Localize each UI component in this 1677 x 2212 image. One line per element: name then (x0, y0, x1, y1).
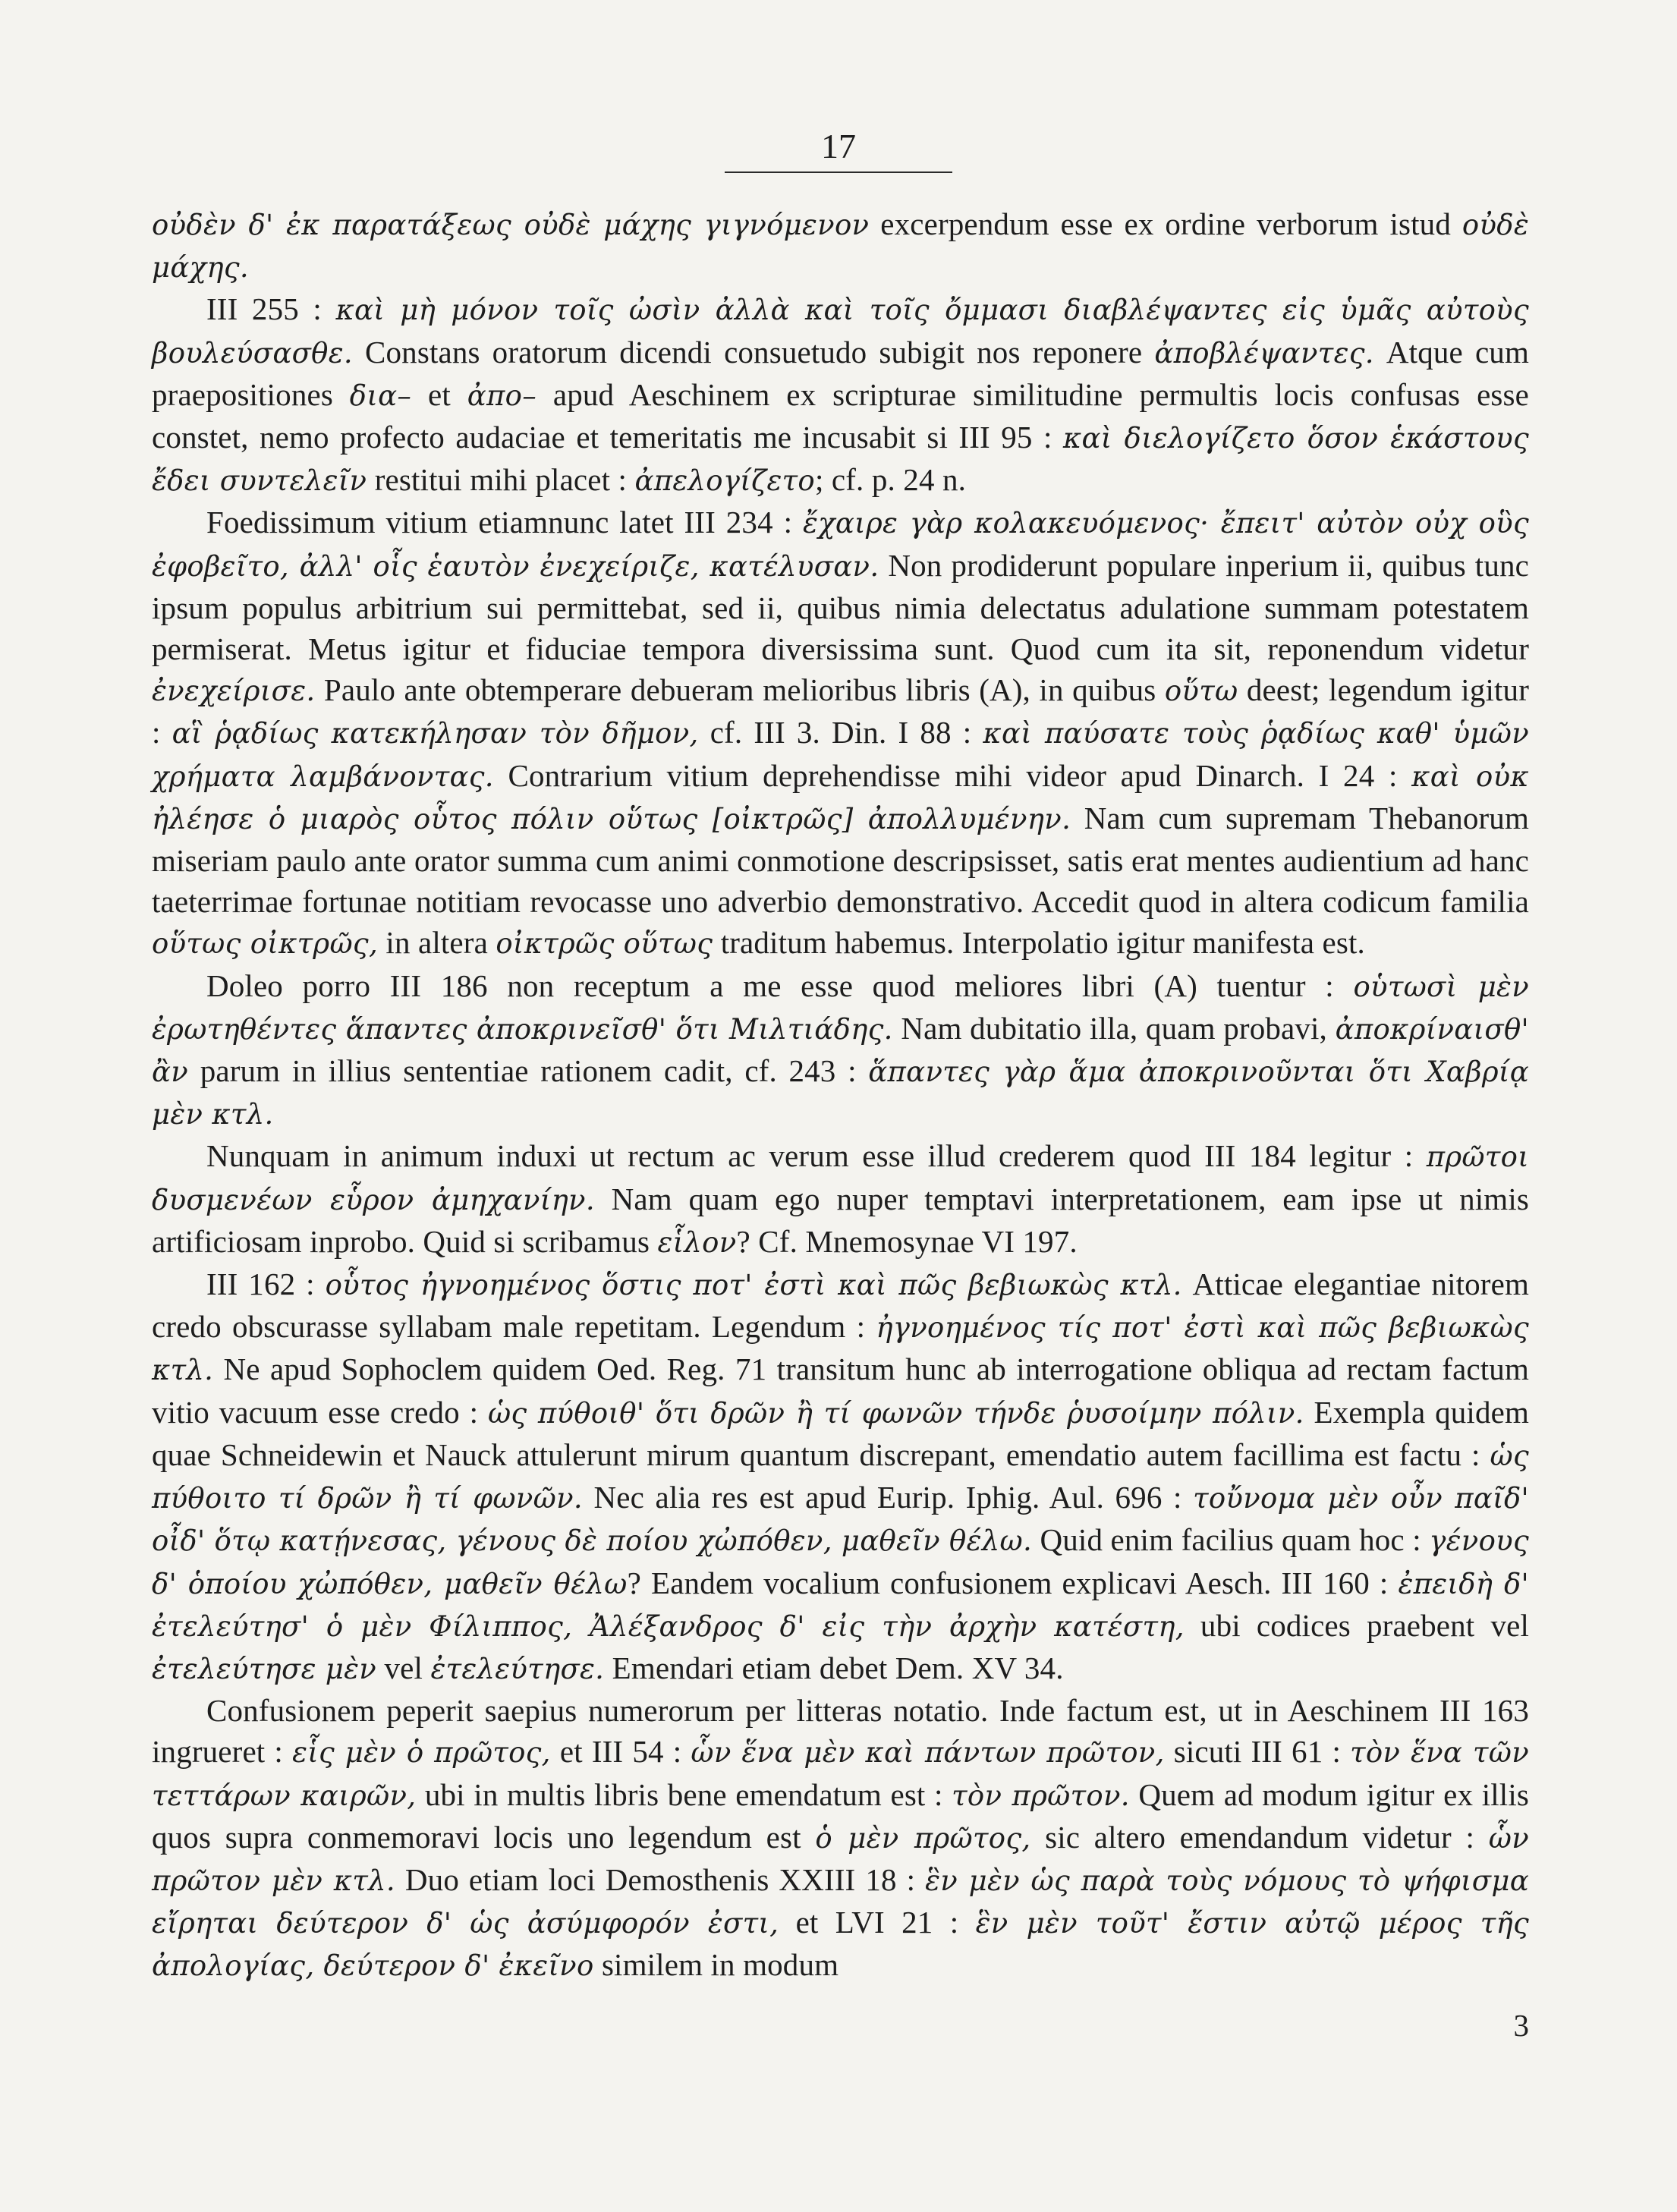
greek-quotation: ἐνεχείρισε. (152, 675, 316, 708)
latin-text: Nec alia res est apud Eurip. Iphig. Aul. 696 : (582, 1480, 1194, 1515)
greek-quotation: οὗτος ἠγνοημένος ὅστις ποτ' ἐστὶ καὶ πῶς βεβιωκὼς κτλ. (325, 1269, 1182, 1302)
greek-quotation: ὡς πύθοιτο τί δρῶν ἢ τί φωνῶν. (152, 1439, 1529, 1515)
latin-text: cf. III 3. Din. I 88 : (698, 715, 983, 750)
greek-quotation: ἀποκρίναισθ' ἂν (152, 1012, 1530, 1089)
greek-quotation: οὐδὲ μάχης. (152, 209, 1529, 285)
greek-quotation: τὸν ἕνα τῶν τεττάρων καιρῶν, (152, 1736, 1529, 1812)
latin-text: III 255 : (206, 291, 336, 327)
latin-text: Quem ad modum igitur ex illis quos supra conmemoravi locis uno legendum est (152, 1776, 1529, 1855)
latin-text: Exempla quidem quae Schneidewin et Nauck attulerunt mirum quantum discrepant, emendatio autem facillima est factu : (152, 1394, 1530, 1472)
latin-text: traditum habemus. Interpolatio igitur manifesta est. (713, 925, 1365, 961)
greek-quotation: ἠγνοημένος τίς ποτ' ἐστὶ καὶ πῶς βεβιωκὼς κτλ. (152, 1311, 1529, 1387)
greek-quotation: ὁ μὲν πρῶτος, (815, 1821, 1031, 1855)
latin-text: excerpendum esse ex ordine verborum istud (869, 206, 1462, 241)
latin-text: ? Eandem vocalium confusionem explicavi Aesch. III 160 : (627, 1565, 1399, 1600)
latin-text: Ne apud Sophoclem quidem Oed. Reg. 71 transitum hunc ab interrogatione obliqua ad rectam factum vitio vacuum esse credo : (152, 1351, 1529, 1430)
page-number: 17 (821, 127, 856, 165)
greek-quotation: καὶ διελογίζετο ὅσον ἑκάστους ἔδει συντελεῖν (152, 422, 1529, 498)
latin-text: Atque cum praepositiones (152, 334, 1529, 412)
greek-quotation: δια– (349, 379, 412, 412)
latin-text: et (411, 376, 467, 412)
latin-text: Atticae elegantiae nitorem credo obscurasse syllabam male repetitam. Legendum : (152, 1266, 1529, 1345)
latin-text: in altera (378, 925, 496, 961)
greek-quotation: εἷλον (657, 1226, 737, 1259)
greek-quotation: ἀπο– (467, 379, 537, 412)
greek-quotation: τοὔνομα μὲν οὖν παῖδ' οἶδ' ὅτῳ κατῄνεσας, γένους δὲ ποίου χὠπόθεν, μαθεῖν θέλω. (152, 1482, 1529, 1558)
latin-text: Constans oratorum dicendi consuetudo subigit nos reponere (352, 334, 1155, 370)
paragraph (152, 1135, 1529, 1263)
latin-text: Emendari etiam debet Dem. XV 34. (604, 1650, 1064, 1685)
latin-text: ? Cf. Mnemosynae VI 197. (736, 1223, 1078, 1259)
greek-quotation: οὕτως οἰκτρῶς, (152, 927, 379, 961)
latin-text: Quid enim facilius quam hoc : (1032, 1522, 1430, 1558)
paragraph (152, 965, 1529, 1136)
latin-text: deest; legendum igitur : (152, 672, 1529, 750)
latin-text: vel (376, 1650, 431, 1685)
latin-text: sicuti III 61 : (1164, 1734, 1351, 1770)
greek-quotation: ὡς πύθοιθ' ὅτι δρῶν ἢ τί φωνῶν τήνδε ῥυσοίμην πόλιν. (487, 1396, 1304, 1430)
latin-text: Duo etiam loci Demosthenis XXIII 18 : (395, 1861, 926, 1897)
greek-quotation: τὸν πρῶτον. (952, 1779, 1130, 1812)
greek-quotation: καὶ μὴ μόνον τοῖς ὠσὶν ἀλλὰ καὶ τοῖς ὄμμασι διαβλέψαντες εἰς ὑμᾶς αὐτοὺς βουλεύσασθε. (152, 294, 1530, 370)
greek-quotation: ἐτελεύτησε μὲν (152, 1652, 377, 1685)
greek-quotation: ἓν μὲν ὡς παρὰ τοὺς νόμους τὸ ψήφισμα εἴρηται δεύτερον δ' ὡς ἀσύμφορόν ἐστι, (152, 1864, 1529, 1940)
greek-quotation: γένους δ' ὁποίου χὠπόθεν, μαθεῖν θέλω (152, 1524, 1529, 1600)
greek-quotation: οὐδὲν δ' ἐκ παρατάξεως οὐδὲ μάχης γιγνόμενον (152, 209, 870, 241)
paragraph (152, 1690, 1529, 1987)
paragraph (152, 203, 1529, 288)
latin-text: ubi codices praebent vel (1184, 1607, 1529, 1643)
paragraph (152, 288, 1529, 502)
latin-text: restitui mihi placet : (367, 462, 635, 498)
latin-text: Doleo porro III 186 non receptum a me esse quod meliores libri (A) tuentur : (206, 968, 1354, 1003)
latin-text: Confusionem peperit saepius numerorum per litteras notatio. Inde factum est, ut in Aeschinem III 163 ingrueret : (152, 1693, 1529, 1770)
greek-quotation: ἀποβλέψαντες. (1154, 336, 1374, 370)
greek-quotation: καὶ οὐκ ἠλέησε ὁ μιαρὸς οὗτος πόλιν οὕτως [οἰκτρῶς] ἀπολλυμένην. (152, 760, 1529, 835)
greek-quotation: ὧν ἕνα μὲν καὶ πάντων πρῶτον, (691, 1736, 1165, 1770)
greek-quotation: ἅπαντες γὰρ ἅμα ἀποκρινοῦνται ὅτι Χαβρίᾳ μὲν κτλ. (152, 1056, 1529, 1131)
latin-text: Nam cum supremam Thebanorum miseriam paulo ante orator summa cum animi conmotione descripsisset, satis erat mentes audientium ad hanc taeterrimae fortunae notitiam revocasse uno adverbio demonstrativo. Accedit quod in altera codicum familia (152, 800, 1529, 920)
greek-quotation: πρῶτοι δυσμενέων εὗρον ἀμηχανίην. (152, 1141, 1529, 1216)
latin-text: et III 54 : (550, 1734, 691, 1770)
latin-text: Foedissimum vitium etiamnunc latet III 234 : (206, 505, 803, 540)
greek-quotation: ἔχαιρε γὰρ κολακευόμενος· ἔπειτ' αὐτὸν οὐχ οὓς ἐφοβεῖτο, ἀλλ' οἷς ἑαυτὸν ἐνεχείριζε, κατέλυσαν. (152, 507, 1529, 583)
latin-text: III 162 : (206, 1266, 326, 1302)
latin-text: sic altero emendandum videtur : (1030, 1819, 1489, 1855)
signature-mark: 3 (1513, 2008, 1529, 2043)
latin-text: Nam dubitatio illa, quam probavi, (892, 1010, 1336, 1046)
latin-text: parum in illius sententiae rationem cadit, cf. 243 : (188, 1053, 869, 1089)
latin-text: similem in modum (593, 1947, 839, 1983)
paragraph (152, 1263, 1529, 1690)
greek-quotation: οὑτωσὶ μὲν ἐρωτηθέντες ἅπαντες ἀποκρινεῖσθ' ὅτι Μιλτιάδης. (152, 970, 1529, 1046)
greek-quotation: αἳ ῥᾳδίως κατεκήλησαν τὸν δῆμον, (171, 717, 699, 750)
greek-quotation: ἀπελογίζετο (634, 464, 815, 498)
greek-quotation: ἐπειδὴ δ' ἐτελεύτησ' ὁ μὲν Φίλιππος, Ἀλέξανδρος δ' εἰς τὴν ἀρχὴν κατέστη, (152, 1567, 1530, 1643)
paragraph (152, 502, 1529, 964)
latin-text: Nunquam in animum induxi ut rectum ac verum esse illud crederem quod III 184 legitur : (206, 1138, 1427, 1174)
greek-quotation: ἓν μὲν τοῦτ' ἔστιν αὐτῷ μέρος τῆς ἀπολογίας, δεύτερον δ' ἐκεῖνο (152, 1907, 1529, 1983)
latin-text: et LVI 21 : (779, 1905, 976, 1940)
latin-text: Paulo ante obtemperare debueram melioribus libris (A), in quibus (315, 672, 1165, 708)
greek-quotation: εἷς μὲν ὁ πρῶτος, (292, 1736, 551, 1770)
greek-quotation: ὧν πρῶτον μὲν κτλ. (152, 1821, 1529, 1897)
greek-quotation: ἐτελεύτησε. (430, 1652, 605, 1685)
latin-text: ubi in multis libris bene emendatum est : (416, 1776, 952, 1812)
greek-quotation: οὕτω (1164, 675, 1238, 708)
greek-quotation: καὶ παύσατε τοὺς ῥᾳδίως καθ' ὑμῶν χρήματα λαμβάνοντας. (152, 717, 1529, 793)
latin-text: apud Aeschinem ex scripturae similitudine permultis locis confusas esse constet, nemo profecto audaciae et temeritatis me incusabit si III 95 : (152, 376, 1529, 455)
latin-text: ; cf. p. 24 n. (814, 462, 967, 498)
latin-text: Nam quam ego nuper temptavi interpretationem, eam ipse ut nimis artificiosam inprobo. Quid si scribamus (152, 1181, 1529, 1259)
header-rule (725, 171, 952, 173)
latin-text: Non prodiderunt populare inperium ii, quibus tunc ipsum populus arbitrium sui permittebat, sed ii, quibus nimia delectatus adulatione summam potestatem permiserat. Metus igitur et fiduciae tempora diversissima sunt. Quod cum ita sit, reponendum videtur (152, 547, 1529, 667)
body-text (152, 203, 1529, 1987)
latin-text: Contrarium vitium deprehendisse mihi videor apud Dinarch. I 24 : (493, 757, 1412, 793)
greek-quotation: οἰκτρῶς οὕτως (496, 927, 713, 961)
